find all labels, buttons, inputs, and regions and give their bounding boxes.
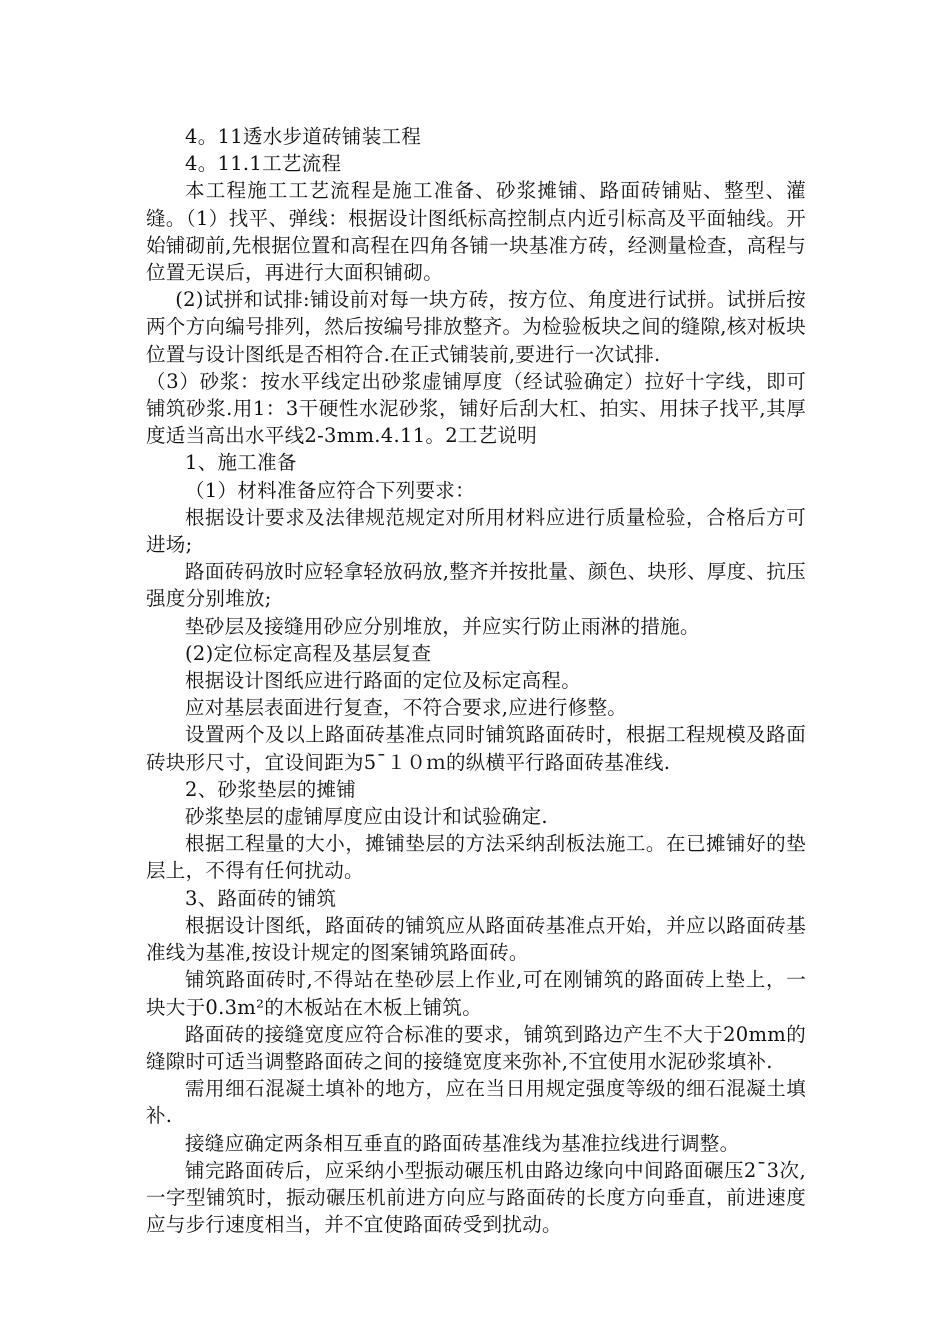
- paragraph: （3）砂浆：按水平线定出砂浆虚铺厚度（经试验确定）拉好十字线，即可铺筑砂浆.用1：3干硬性水泥砂浆，铺好后刮大杠、拍实、用抹子找平,其厚度适当高出水平线2-3mm.4.11。2工艺说明: [146, 369, 806, 448]
- paragraph: 根据工程量的大小，摊铺垫层的方法采纳刮板法施工。在已摊铺好的垫层上，不得有任何扰动。: [146, 832, 806, 883]
- item-subheading: （1）材料准备应符合下列要求：: [185, 478, 475, 502]
- section-heading: 4。11透水步道砖铺装工程: [185, 125, 422, 148]
- paragraph: 接缝应确定两条相互垂直的路面砖基准线为基准拉线进行调整。: [185, 1131, 740, 1155]
- document-body: [146, 123, 806, 1238]
- paragraph: 应对基层表面进行复查，不符合要求,应进行修整。: [185, 696, 628, 720]
- paragraph: 本工程施工工艺流程是施工准备、砂浆摊铺、路面砖铺贴、整型、灌缝。（1）找平、弹线：根据设计图纸标高控制点内近引标高及平面轴线。开始铺砌前,先根据位置和高程在四角各铺一块基准方砖，经测量检查，高程与位置无误后，再进行大面积铺砌。: [146, 179, 806, 285]
- paragraph: 需用细石混凝土填补的地方，应在当日用规定强度等级的细石混凝土填补.: [146, 1077, 806, 1128]
- paragraph: 路面砖的接缝宽度应符合标准的要求，铺筑到路边产生不大于20mm的缝隙时可适当调整路面砖之间的接缝宽度来弥补,不宜使用水泥砂浆填补.: [146, 1022, 806, 1073]
- paragraph: 设置两个及以上路面砖基准点同时铺筑路面砖时，根据工程规模及路面砖块形尺寸，宜设间距为5¯１０ｍ的纵横平行路面砖基准线.: [146, 723, 806, 774]
- paragraph: 铺完路面砖后，应采纳小型振动碾压机由路边缘向中间路面碾压2¯3次,一字型铺筑时，振动碾压机前进方向应与路面砖的长度方向垂直，前进速度应与步行速度相当，并不宜使路面砖受到扰动。: [146, 1158, 806, 1237]
- subsection-heading: 4。11.1工艺流程: [185, 152, 342, 176]
- paragraph: 垫砂层及接缝用砂应分别堆放，并应实行防止雨淋的措施。: [185, 614, 700, 638]
- item-heading: 1、施工准备: [185, 451, 297, 475]
- paragraph: 根据设计图纸应进行路面的定位及标定高程。: [185, 669, 582, 693]
- paragraph: 路面砖码放时应轻拿轻放码放,整齐并按批量、颜色、块形、厚度、抗压强度分别堆放;: [146, 560, 806, 611]
- item-heading: 2、砂浆垫层的摊铺: [185, 777, 357, 801]
- paragraph: (2)试拼和试排:铺设前对每一块方砖，按方位、角度进行试拼。试拼后按两个方向编号排列，然后按编号排放整齐。为检验板块之间的缝隙,核对板块位置与设计图纸是否相符合.在正式铺装前,要进行一次试排.: [146, 288, 806, 366]
- item-subheading: (2)定位标定高程及基层复查: [185, 641, 432, 665]
- item-heading: 3、路面砖的铺筑: [185, 886, 337, 910]
- paragraph: 砂浆垫层的虚铺厚度应由设计和试验确定.: [185, 805, 548, 829]
- paragraph: 根据设计图纸，路面砖的铺筑应从路面砖基准点开始，并应以路面砖基准线为基准,按设计规定的图案铺筑路面砖。: [146, 913, 806, 965]
- paragraph: 铺筑路面砖时,不得站在垫砂层上作业,可在刚铺筑的路面砖上垫上，一块大于0.3m²的木板站在木板上铺筑。: [146, 968, 806, 1019]
- paragraph: 根据设计要求及法律规范规定对所用材料应进行质量检验，合格后方可进场;: [146, 505, 806, 557]
